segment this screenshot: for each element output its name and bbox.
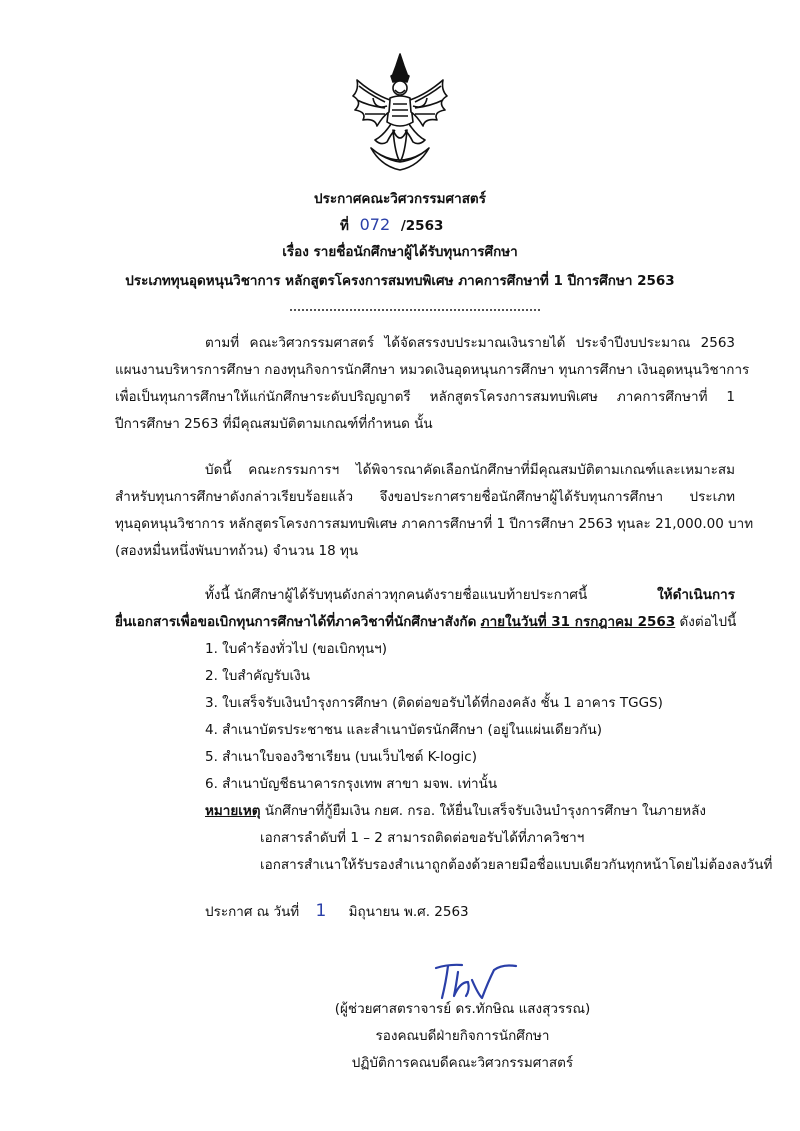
note-text-2: เอกสารลำดับที่ 1 – 2 สามารถติดต่อขอรับได้ที่ภาควิชาฯ xyxy=(260,830,585,846)
number-handwritten: 072 xyxy=(359,215,391,234)
paragraph2-line4: (สองหมื่นหนึ่งพันบาทถ้วน) จำนวน 18 ทุน xyxy=(115,543,359,559)
signatory-position2: ปฏิบัติการคณบดีคณะวิศวกรรมศาสตร์ xyxy=(351,1055,574,1071)
list-item: 2. ใบสำคัญรับเงิน xyxy=(205,668,310,684)
number-prefix: ที่ xyxy=(340,218,349,234)
announcement-subject-line2: ประเภททุนอุดหนุนวิชาการ หลักสูตรโครงการสมทบพิเศษ ภาคการศึกษาที่ 1 ปีการศึกษา 2563 xyxy=(125,273,675,289)
paragraph3-line2-bold: ยื่นเอกสารเพื่อขอเบิกทุนการศึกษาได้ที่ภาควิชาที่นักศึกษาสังกัด xyxy=(115,614,477,630)
list-item: 5. สำเนาใบจองวิชาเรียน (บนเว็บไซต์ K-logic) xyxy=(205,749,477,765)
announce-day-handwritten: 1 xyxy=(315,901,327,921)
handwritten-signature xyxy=(432,958,522,1006)
paragraph3-line1-normal: ทั้งนี้ นักศึกษาผู้ได้รับทุนดังกล่าวทุกคนดังรายชื่อแนบท้ายประกาศนี้ xyxy=(205,587,588,603)
list-item: 3. ใบเสร็จรับเงินบำรุงการศึกษา (ติดต่อขอรับได้ที่กองคลัง ชั้น 1 อาคาร TGGS) xyxy=(205,695,663,711)
paragraph1-line4: ปีการศึกษา 2563 ที่มีคุณสมบัติตามเกณฑ์ที่กำหนด นั้น xyxy=(115,416,433,432)
paragraph1-line3: เพื่อเป็นทุนการศึกษาให้แก่นักศึกษาระดับปริญญาตรี หลักสูตรโครงการสมทบพิเศษ ภาคการศึกษาที่ 1 xyxy=(115,389,735,405)
paragraph3-line1 xyxy=(205,586,735,604)
paragraph3-line1-bold: ให้ดำเนินการ xyxy=(657,587,735,603)
announcement-title: ประกาศคณะวิศวกรรมศาสตร์ xyxy=(314,191,486,207)
paragraph2-line1: บัดนี้ คณะกรรมการฯ ได้พิจารณาคัดเลือกนักศึกษาที่มีคุณสมบัติตามเกณฑ์และเหมาะสม xyxy=(205,462,735,478)
announce-date xyxy=(205,902,469,921)
note-line1 xyxy=(205,802,706,820)
announcement-subject: เรื่อง รายชื่อนักศึกษาผู้ได้รับทุนการศึกษา xyxy=(282,244,518,260)
paragraph3-line2-tail: ดังต่อไปนี้ xyxy=(679,614,737,630)
signatory-position1: รองคณบดีฝ่ายกิจการนักศึกษา xyxy=(375,1028,550,1044)
paragraph3-line2 xyxy=(115,613,736,631)
announcement-number xyxy=(340,216,443,235)
note-label: หมายเหตุ xyxy=(205,803,261,819)
paragraph2-line3: ทุนอุดหนุนวิชาการ หลักสูตรโครงการสมทบพิเศษ ภาคการศึกษาที่ 1 ปีการศึกษา 2563 ทุนละ 21,000.00 บาท xyxy=(115,516,754,532)
paragraph1-line2: แผนงานบริหารการศึกษา กองทุนกิจการนักศึกษา หมวดเงินอุดหนุนการศึกษา ทุนการศึกษา เงินอุดหนุนวิชาการ xyxy=(115,362,750,378)
announce-prefix: ประกาศ ณ วันที่ xyxy=(205,904,300,920)
deadline-date: ภายในวันที่ 31 กรกฎาคม 2563 xyxy=(480,614,676,630)
garuda-emblem xyxy=(335,50,465,175)
list-item: 6. สำเนาบัญชีธนาคารกรุงเทพ สาขา มจพ. เท่านั้น xyxy=(205,776,498,792)
signatory-name: (ผู้ช่วยศาสตราจารย์ ดร.ทักษิณ แสงสุวรรณ) xyxy=(334,1001,591,1017)
note-text-3: เอกสารสำเนาให้รับรองสำเนาถูกต้องด้วยลายมือชื่อแบบเดียวกันทุกหน้าโดยไม่ต้องลงวันที่ xyxy=(260,857,773,873)
list-item: 4. สำเนาบัตรประชาชน และสำเนาบัตรนักศึกษา (อยู่ในแผ่นเดียวกัน) xyxy=(205,722,602,738)
paragraph1-line1: ตามที่ คณะวิศวกรรมศาสตร์ ได้จัดสรรงบประมาณเงินรายได้ ประจำปีงบประมาณ 2563 xyxy=(205,335,735,351)
paragraph2-line2: สำหรับทุนการศึกษาดังกล่าวเรียบร้อยแล้ว จึงขอประกาศรายชื่อนักศึกษาผู้ได้รับทุนการศึกษา ประเภท xyxy=(115,489,735,505)
announce-month-year: มิถุนายน พ.ศ. 2563 xyxy=(348,904,469,920)
dotted-divider xyxy=(290,309,540,311)
note-text-1: นักศึกษาที่กู้ยืมเงิน กยศ. กรอ. ให้ยื่นใบเสร็จรับเงินบำรุงการศึกษา ในภายหลัง xyxy=(264,803,707,819)
list-item: 1. ใบคำร้องทั่วไป (ขอเบิกทุนฯ) xyxy=(205,641,387,657)
number-suffix: /2563 xyxy=(400,218,444,234)
